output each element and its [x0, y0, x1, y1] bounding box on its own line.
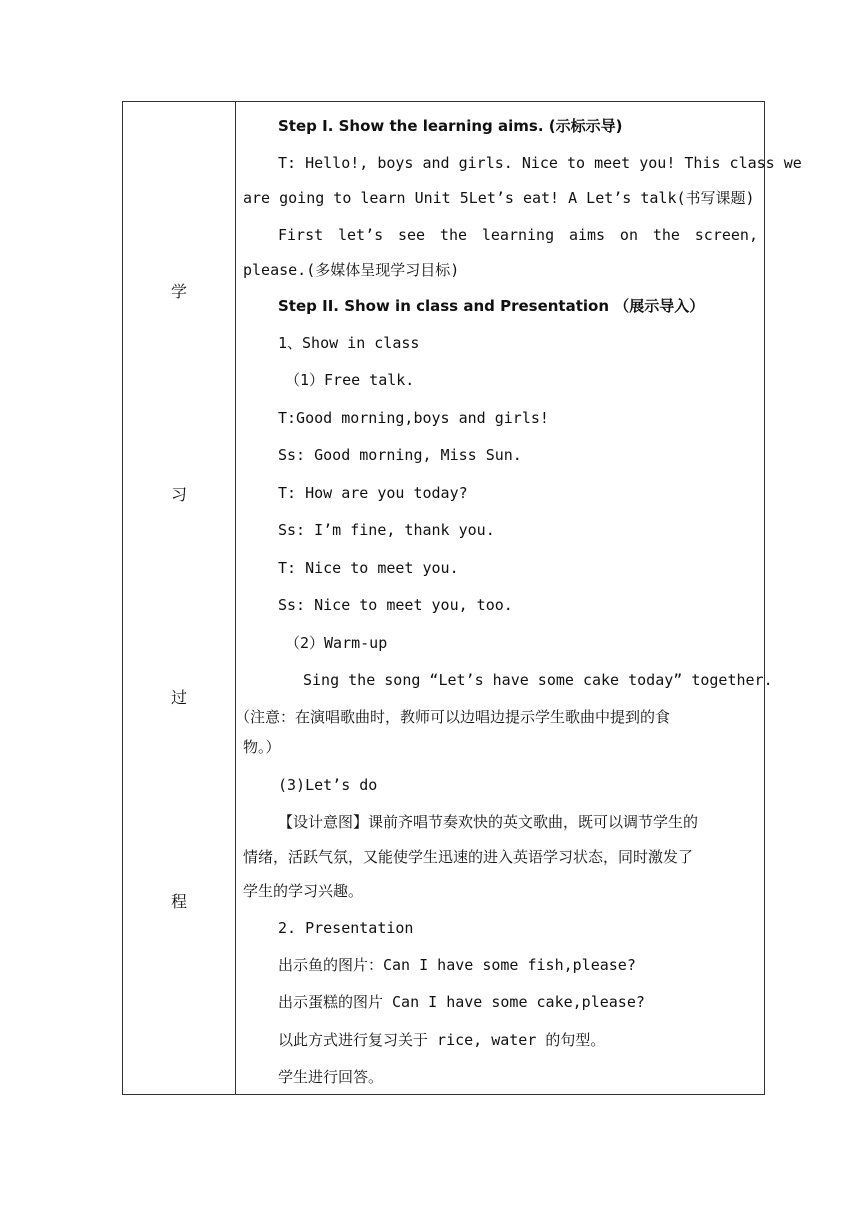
step1-heading: Step I. Show the learning aims. (示标示导) — [278, 117, 623, 135]
design-intent-line: 【设计意图】课前齐唱节奏欢快的英文歌曲，既可以调节学生的 — [278, 813, 699, 831]
lesson-table — [122, 101, 802, 1095]
text-line: (3)Let’s do — [278, 776, 378, 794]
text-line: 出示鱼的图片：Can I have some fish,please? — [278, 956, 636, 974]
text-line: （注意：在演唱歌曲时，教师可以边唱边提示学生歌曲中提到的食 — [235, 708, 671, 726]
design-intent-line: 学生的学习兴趣。 — [243, 882, 364, 900]
column-divider — [235, 102, 236, 1094]
text-line: T: Nice to meet you. — [278, 559, 459, 577]
text-line: 物。） — [243, 738, 281, 756]
step2-heading: Step II. Show in class and Presentation （展示导入） — [278, 297, 705, 315]
text-line: 以此方式进行复习关于 rice, water 的句型。 — [278, 1031, 606, 1049]
text-line: （2）Warm-up — [285, 634, 388, 652]
text-line: （1）Free talk. — [285, 371, 415, 389]
side-label-char: 过 — [170, 688, 187, 707]
design-intent-line: 情绪，活跃气氛，又能使学生迅速的进入英语学习状态，同时激发了 — [243, 848, 694, 866]
text-line: Ss: I’m fine, thank you. — [278, 521, 495, 539]
text-line: First let’s see the learning aims on the screen, — [278, 226, 758, 244]
text-line: T: How are you today? — [278, 484, 468, 502]
side-label-char: 程 — [170, 892, 187, 911]
text-line: T: Hello!, boys and girls. Nice to meet you! This class we — [278, 154, 802, 172]
text-line: Ss: Nice to meet you, too. — [278, 596, 513, 614]
text-line: please.(多媒体呈现学习目标) — [243, 261, 460, 279]
text-line: Ss: Good morning, Miss Sun. — [278, 446, 522, 464]
text-line: are going to learn Unit 5Let’s eat! A Let’s talk(书写课题) — [243, 189, 755, 207]
text-line: 出示蛋糕的图片 Can I have some cake,please? — [278, 993, 645, 1011]
text-line: 1、Show in class — [278, 334, 420, 352]
text-line: 2. Presentation — [278, 919, 414, 937]
text-line: T:Good morning,boys and girls! — [278, 409, 549, 427]
text-line: 学生进行回答。 — [278, 1068, 384, 1086]
text-line: Sing the song “Let’s have some cake today” together. — [303, 671, 773, 689]
side-label-char: 学 — [170, 282, 187, 301]
side-label-char: 习 — [170, 485, 187, 504]
